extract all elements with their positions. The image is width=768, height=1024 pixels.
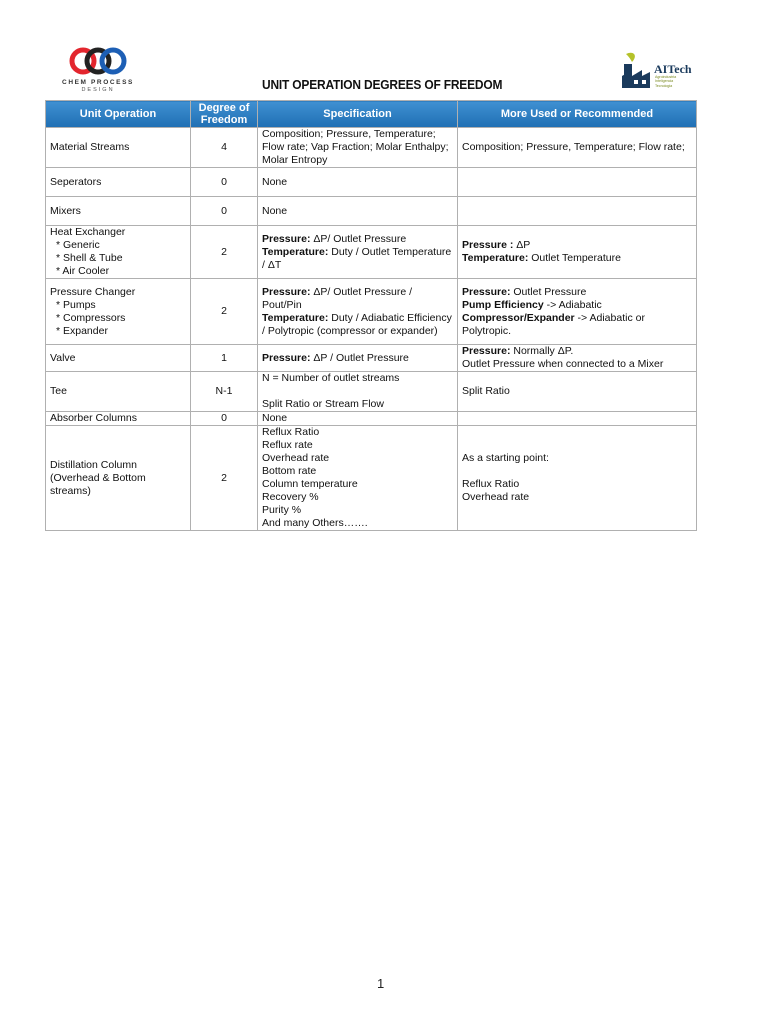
cell-spec: None — [258, 168, 458, 197]
cell-unit: Heat Exchanger * Generic * Shell & Tube * Air Cooler — [46, 226, 191, 279]
cell-rec: Pressure: Outlet Pressure Pump Efficiency -> Adiabatic Compressor/Expander -> Adiabatic or Polytropic. — [458, 279, 697, 345]
logo-text-line2: DESIGN — [81, 87, 115, 93]
table-row — [46, 197, 697, 226]
cell-unit: Material Streams — [46, 128, 191, 168]
cell-spec: None — [258, 197, 458, 226]
cell-rec: Split Ratio — [458, 372, 697, 412]
dof-table — [45, 100, 697, 531]
cell-spec: Pressure: ΔP/ Outlet Pressure Temperature: Duty / Outlet Temperature / ΔT — [258, 226, 458, 279]
cell-spec: Pressure: ΔP/ Outlet Pressure / Pout/Pin Temperature: Duty / Adiabatic Efficiency / Polytropic (compressor or expander) — [258, 279, 458, 345]
page-number: 1 — [377, 976, 385, 991]
factory-leaf-icon — [620, 50, 654, 92]
table-row — [46, 168, 697, 197]
cell-spec: N = Number of outlet streams Split Ratio or Stream Flow — [258, 372, 458, 412]
cell-rec: Pressure: Normally ΔP. Outlet Pressure when connected to a Mixer — [458, 345, 697, 372]
cell-unit: Distillation Column (Overhead & Bottom streams) — [46, 426, 191, 531]
cell-dof: 2 — [191, 226, 258, 279]
cell-rec — [458, 197, 697, 226]
table-row — [46, 279, 697, 345]
cell-dof: 1 — [191, 345, 258, 372]
cell-unit: Valve — [46, 345, 191, 372]
cell-rec: As a starting point: Reflux Ratio Overhead rate — [458, 426, 697, 531]
cell-dof: 4 — [191, 128, 258, 168]
cell-dof: 0 — [191, 168, 258, 197]
header-degree-of-freedom: Degree of Freedom — [191, 101, 258, 128]
table-row — [46, 412, 697, 426]
chem-process-design-logo — [58, 46, 138, 98]
table-row — [46, 345, 697, 372]
cell-unit: Seperators — [46, 168, 191, 197]
cell-unit: Pressure Changer * Pumps * Compressors * Expander — [46, 279, 191, 345]
cell-dof: 2 — [191, 426, 258, 531]
table-row — [46, 226, 697, 279]
logo-text-line1: CHEM PROCESS — [62, 79, 134, 86]
cell-spec: Reflux Ratio Reflux rate Overhead rate Bottom rate Column temperature Recovery % Purity % And many Others……. — [258, 426, 458, 531]
table-row — [46, 128, 697, 168]
cell-dof: 2 — [191, 279, 258, 345]
header-unit-operation: Unit Operation — [46, 101, 191, 128]
cell-dof: N-1 — [191, 372, 258, 412]
header-recommended: More Used or Recommended — [458, 101, 697, 128]
cell-unit: Mixers — [46, 197, 191, 226]
cell-unit: Absorber Columns — [46, 412, 191, 426]
aitech-wordmark: AITech — [654, 62, 692, 76]
cell-rec — [458, 168, 697, 197]
rings-logo-icon — [68, 46, 128, 78]
aitech-logo — [620, 50, 702, 94]
cell-dof: 0 — [191, 412, 258, 426]
cell-rec: Pressure : ΔP Temperature: Outlet Temperature — [458, 226, 697, 279]
cell-unit: Tee — [46, 372, 191, 412]
cell-spec: Pressure: ΔP / Outlet Pressure — [258, 345, 458, 372]
table-row — [46, 372, 697, 412]
cell-spec: None — [258, 412, 458, 426]
cell-rec — [458, 412, 697, 426]
header-specification: Specification — [258, 101, 458, 128]
cell-rec: Composition; Pressure, Temperature; Flow rate; — [458, 128, 697, 168]
document-title: UNIT OPERATION DEGREES OF FREEDOM — [262, 77, 503, 92]
cell-spec: Composition; Pressure, Temperature; Flow rate; Vap Fraction; Molar Enthalpy; Molar Entropy — [258, 128, 458, 168]
table-header-row — [46, 101, 697, 128]
aitech-tagline: Agroindustria Inteligencia Tecnologia — [655, 75, 677, 88]
table-row — [46, 426, 697, 531]
cell-dof: 0 — [191, 197, 258, 226]
